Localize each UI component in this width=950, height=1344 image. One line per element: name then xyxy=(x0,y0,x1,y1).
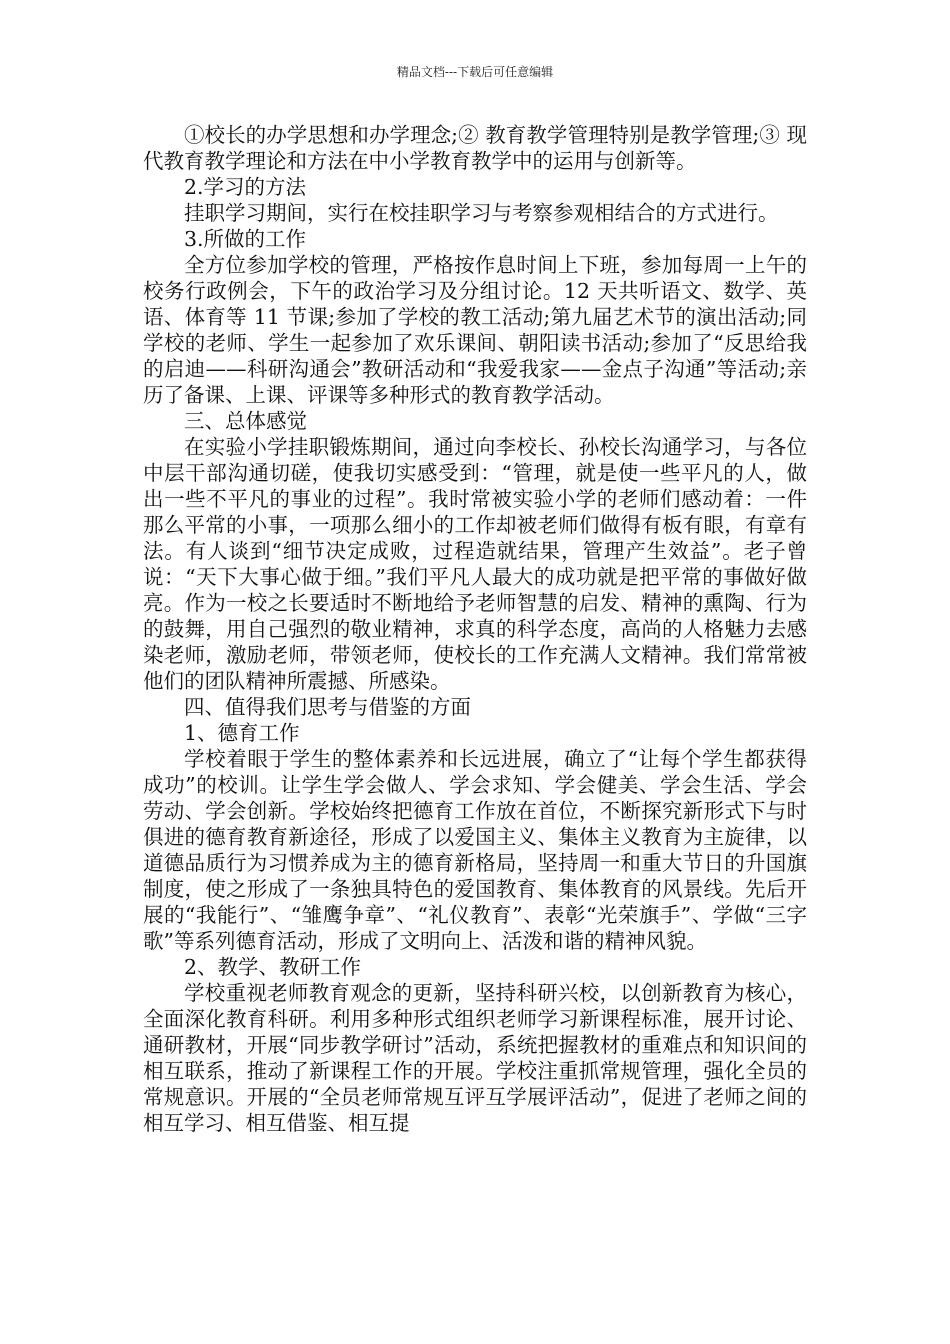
page-header: 精品文档---下载后可任意编辑 xyxy=(396,65,554,79)
paragraph-teaching-research: 学校重视老师教育观念的更新，坚持科研兴校，以创新教育为核心，全面深化教育科研。利用多种形式组织老师学习新课程标准，展开讨论、通研教材，开展“同步教学研讨”活动，系统把握教材的重难点和知识间的相互联系，推动了新课程工作的开展。学校注重抓常规管理，强化全员的常规意识。开展的“全员老师常规互评互学展评活动”，促进了老师之间的相互学习、相互借鉴、相互提 xyxy=(143,981,807,1135)
heading-lessons: 四、值得我们思考与借鉴的方面 xyxy=(184,695,471,719)
heading-overall-impression: 三、总体感觉 xyxy=(184,409,307,433)
paragraph-study-method: 挂职学习期间，实行在校挂职学习与考察参观相结合的方式进行。 xyxy=(184,201,779,225)
heading-work-done: 3.所做的工作 xyxy=(184,227,307,251)
heading-moral-education: 1、德育工作 xyxy=(184,721,300,745)
paragraph-study-content: ①校长的办学思想和办学理念;② 教育教学管理特别是教学管理;③ 现代教育教学理论和方法在中小学教育教学中的运用与创新等。 xyxy=(143,123,807,173)
heading-study-method: 2.学习的方法 xyxy=(184,175,307,199)
document-body xyxy=(143,122,807,1136)
paragraph-moral-education: 学校着眼于学生的整体素养和长远进展，确立了“让每个学生都获得成功”的校训。让学生学会做人、学会求知、学会健美、学会生活、学会劳动、学会创新。学校始终把德育工作放在首位，不断探究新形式下与时俱进的德育教育新途径，形成了以爱国主义、集体主义教育为主旋律，以道德品质行为习惯养成为主的德育新格局，坚持周一和重大节日的升国旗制度，使之形成了一条独具特色的爱国教育、集体教育的风景线。先后开展的“我能行”、“雏鹰争章”、“礼仪教育”、表彰“光荣旗手”、学做“三字歌”等系列德育活动，形成了文明向上、活泼和谐的精神风貌。 xyxy=(143,747,807,953)
paragraph-overall-impression: 在实验小学挂职锻炼期间，通过向李校长、孙校长沟通学习，与各位中层干部沟通切磋，使我切实感受到：“管理，就是使一些平凡的人，做出一些不平凡的事业的过程”。我时常被实验小学的老师们感动着：一件那么平常的小事，一项那么细小的工作却被老师们做得有板有眼，有章有法。有人谈到“细节决定成败，过程造就结果，管理产生效益”。老子曾说：“天下大事心做于细。”我们平凡人最大的成功就是把平常的事做好做亮。作为一校之长要适时不断地给予老师智慧的启发、精神的熏陶、行为的鼓舞，用自己强烈的敬业精神，求真的科学态度，高尚的人格魅力去感染老师，激励老师，带领老师，使校长的工作充满人文精神。我们常常被他们的团队精神所震撼、所感染。 xyxy=(143,435,807,693)
heading-teaching-research: 2、教学、教研工作 xyxy=(184,955,362,979)
paragraph-work-done: 全方位参加学校的管理，严格按作息时间上下班，参加每周一上午的校务行政例会，下午的政治学习及分组讨论。12 天共听语文、数学、英语、体育等 11 节课;参加了学校的教工活动;第九届艺术节的演出活动;同学校的老师、学生一起参加了欢乐课间、朝阳读书活动;参加了“反思给我的启迪——科研沟通会”教研活动和“我爱我家——金点子沟通”等活动;亲历了备课、上课、评课等多种形式的教育教学活动。 xyxy=(143,253,807,407)
